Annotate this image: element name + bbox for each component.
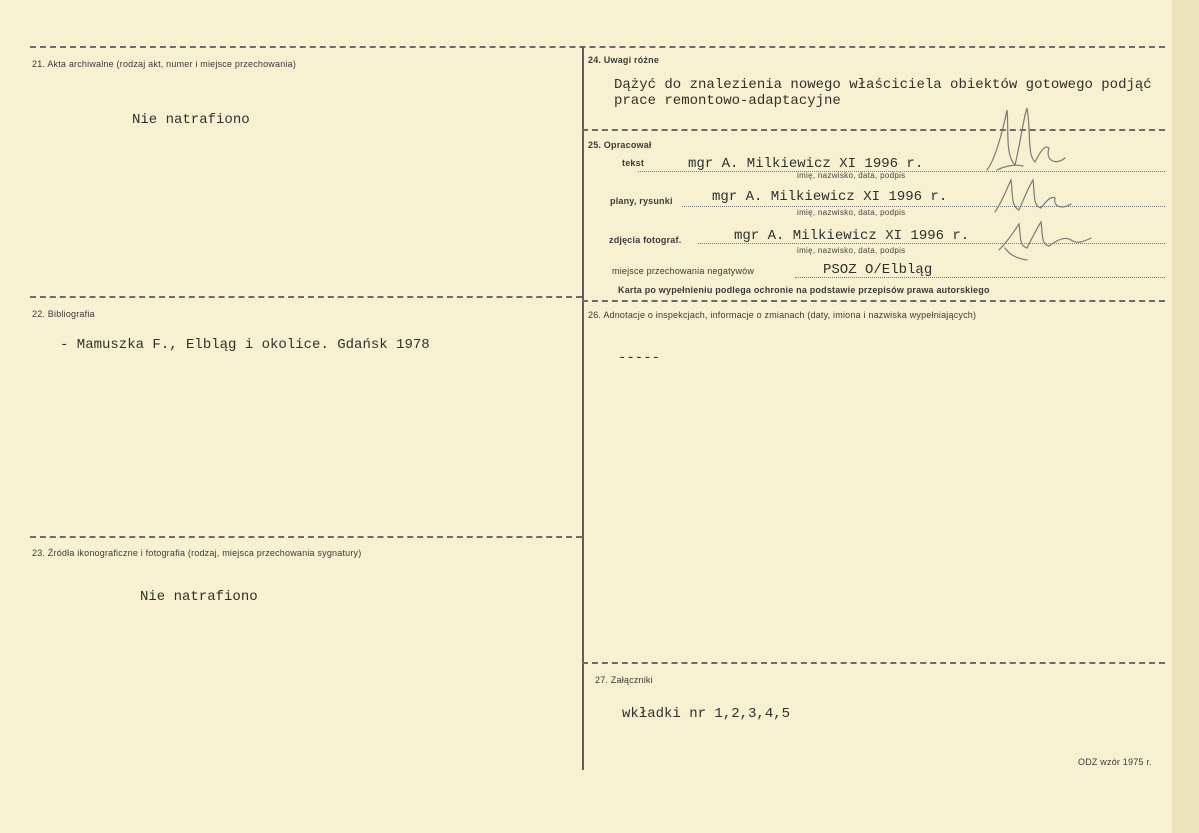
section-24-label: 24. Uwagi różne <box>588 55 660 65</box>
zdjecia-value: mgr A. Milkiewicz XI 1996 r. <box>734 228 970 244</box>
section-23-label: 23. Źródła ikonograficzne i fotografia (rodzaj, miejsca przechowania sygnatury) <box>32 548 362 558</box>
section-26-label: 26. Adnotacje o inspekcjach, informacje o zmianach (daty, imiona i nazwiska wypełniających) <box>588 310 977 320</box>
tekst-value: mgr A. Milkiewicz XI 1996 r. <box>688 156 924 172</box>
section-21-value: Nie natrafiono <box>132 112 250 128</box>
form-footer: ODZ wzór 1975 r. <box>1078 757 1152 767</box>
negatives-value: PSOZ O/Elbląg <box>823 262 933 278</box>
signature-icon <box>975 100 1095 270</box>
zdjecia-label: zdjęcia fotograf. <box>609 235 682 245</box>
section-22-label: 22. Bibliografia <box>32 309 95 319</box>
section-25-label: 25. Opracował <box>588 140 652 150</box>
section-27-value: wkładki nr 1,2,3,4,5 <box>622 706 791 722</box>
plany-value: mgr A. Milkiewicz XI 1996 r. <box>712 189 948 205</box>
section-21-label: 21. Akta archiwalne (rodzaj akt, numer i miejsce przechowania) <box>32 59 297 69</box>
negatives-label: miejsce przechowania negatywów <box>612 266 755 276</box>
plany-label: plany, rysunki <box>610 196 673 206</box>
section-26-value: ----- <box>618 350 661 366</box>
section-27-label: 27. Załączniki <box>595 675 653 685</box>
copyright-note: Karta po wypełnieniu podlega ochronie na podstawie przepisów prawa autorskiego <box>618 285 990 295</box>
section-23-value: Nie natrafiono <box>140 589 258 605</box>
section-22-value: - Mamuszka F., Elbląg i okolice. Gdańsk 1978 <box>60 337 430 353</box>
rule-25-26 <box>582 300 1165 302</box>
tekst-label: tekst <box>622 158 645 168</box>
rule-21-22 <box>30 296 582 298</box>
section-24-line2: prace remontowo-adaptacyjne <box>614 93 841 109</box>
rule-26-27 <box>582 662 1165 664</box>
zdjecia-sub: imię, nazwisko, data, podpis <box>797 246 906 255</box>
tekst-sub: imię, nazwisko, data, podpis <box>797 171 906 180</box>
section-24-line1: Dążyć do znalezienia nowego właściciela obiektów gotowego podjąć <box>614 77 1152 93</box>
top-rule <box>30 46 1165 48</box>
rule-22-23 <box>30 536 582 538</box>
plany-sub: imię, nazwisko, data, podpis <box>797 208 906 217</box>
paper-edge <box>1172 0 1199 833</box>
